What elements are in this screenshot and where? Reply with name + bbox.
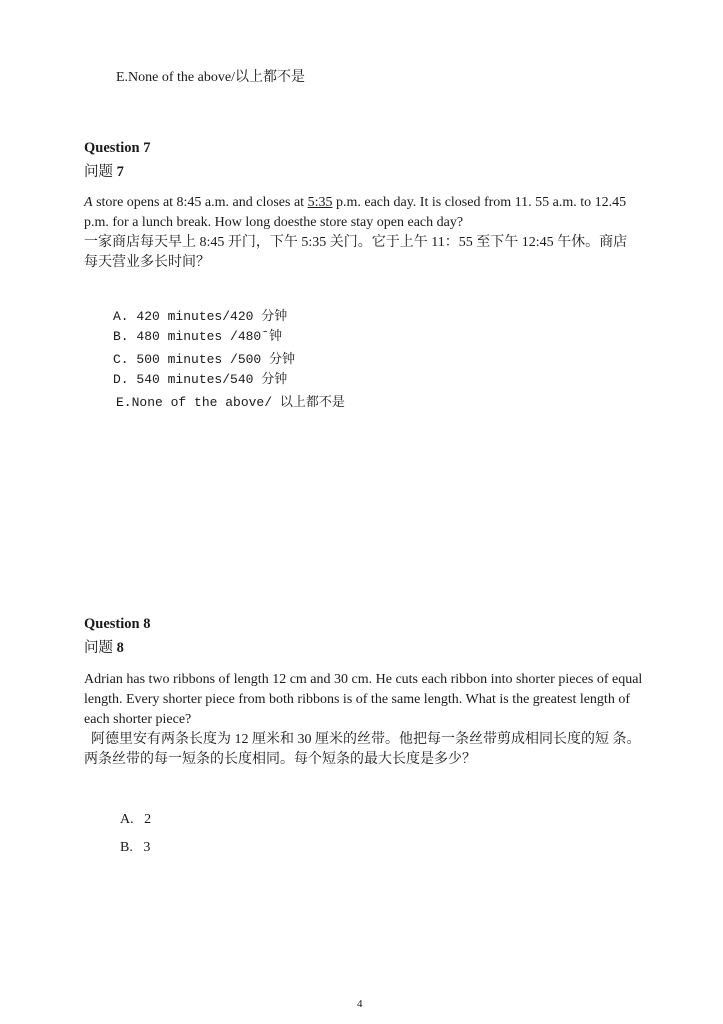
question-7-subtitle — [84, 160, 124, 181]
page-number: 4 — [357, 998, 363, 1010]
previous-question-option-e: E.None of the above/以上都不是 — [116, 70, 305, 85]
question-8-english-line-2: length. Every shorter piece from both ribbons is of the same length. What is the greatest length of — [84, 692, 630, 707]
question-8-subtitle — [84, 636, 124, 657]
question-7-italic-a: A — [84, 195, 93, 210]
question-8-chinese-line-1: 阿德里安有两条长度为 12 厘米和 30 厘米的丝带。他把每一条丝带剪成相同长度的短 条。 — [84, 732, 641, 747]
question-7-subtitle-number: 7 — [116, 164, 124, 180]
question-8-subtitle-prefix: 问题 — [84, 640, 117, 656]
question-7-text: store opens at 8:45 a.m. and closes at — [92, 195, 308, 210]
question-7-body — [84, 193, 660, 273]
question-7-option-d[interactable]: D. 540 minutes/540 分钟 — [113, 372, 288, 387]
question-7-english-line-1 — [84, 193, 660, 213]
question-7-text: p.m. each day. It is closed from 11. 55 a.m. to 12.45 — [332, 195, 627, 210]
question-7-title: Question 7 — [84, 140, 151, 156]
question-8-english-line-3: each shorter piece? — [84, 712, 192, 727]
question-8-option-a[interactable]: A. 2 — [120, 812, 152, 827]
question-7-underlined-time: 5:35 — [307, 195, 333, 210]
question-7-english-line-2: p.m. for a lunch break. How long doesthe store stay open each day? — [84, 215, 464, 230]
question-8-option-b[interactable]: B. 3 — [120, 840, 151, 855]
question-8-chinese-line-2: 两条丝带的每一短条的长度相同。每个短条的最大长度是多少？ — [84, 752, 476, 767]
question-7-option-c[interactable]: C. 500 minutes /500 分钟 — [113, 352, 296, 367]
question-7-subtitle-prefix: 问题 — [84, 164, 117, 180]
question-7-option-e[interactable]: E.None of the above/ 以上都不是 — [116, 395, 345, 410]
question-8-english-line-1: Adrian has two ribbons of length 12 cm and 30 cm. He cuts each ribbon into shorter pieces of equal — [84, 672, 643, 687]
question-7-option-a[interactable]: A. 420 minutes/420 分钟 — [113, 309, 288, 324]
question-8-title: Question 8 — [84, 616, 151, 632]
question-8-body — [84, 670, 660, 770]
question-8-subtitle-number: 8 — [116, 640, 124, 656]
question-7-option-b[interactable]: B. 480 minutes /480ˉ钟 — [113, 329, 283, 344]
question-7-chinese-line-1: 一家商店每天早上 8:45 开门，下午 5:35 关门。它于上午 11：55 至下午 12:45 午休。商店 — [84, 235, 628, 250]
question-7-chinese-line-2: 每天营业多长时间？ — [84, 255, 210, 270]
